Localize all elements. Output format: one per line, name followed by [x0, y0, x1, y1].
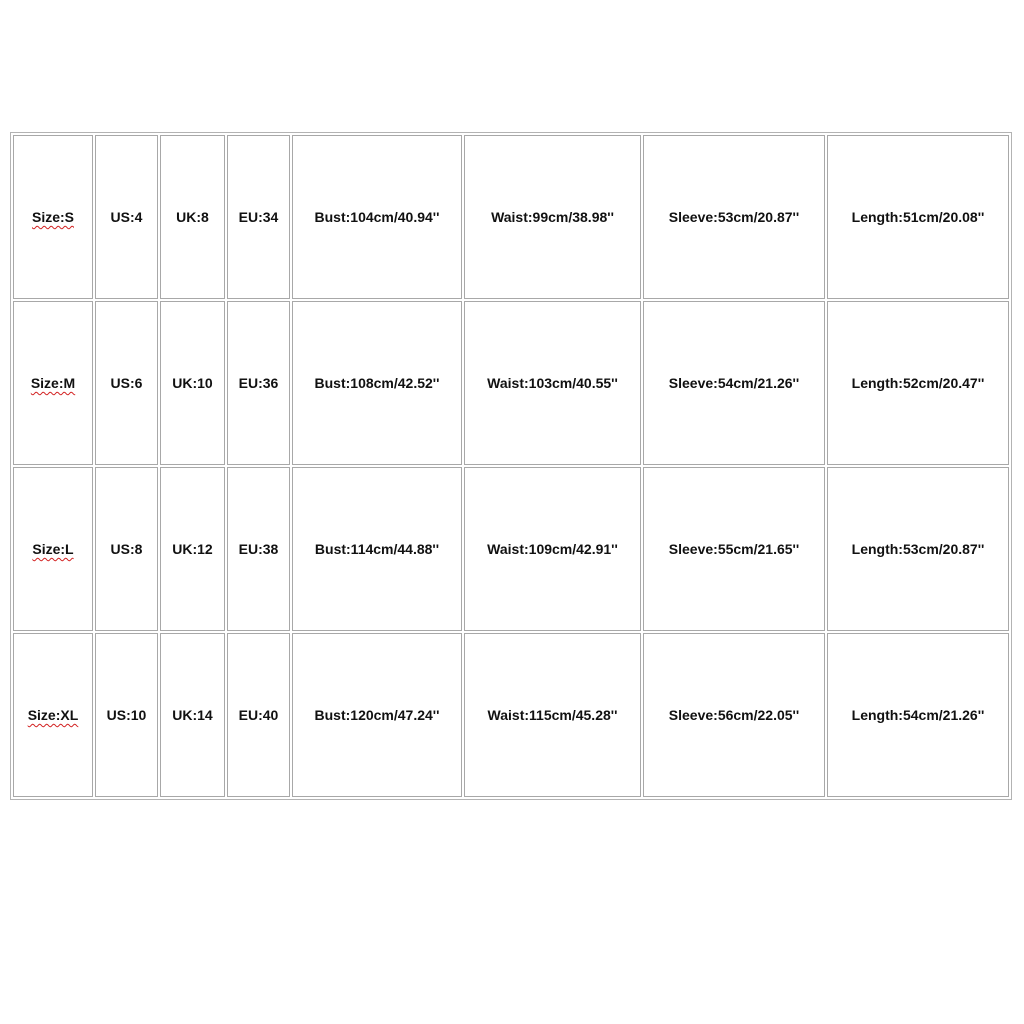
eu-size-cell: EU:40: [227, 633, 290, 797]
length-cell: Length:53cm/20.87'': [827, 467, 1009, 631]
length-cell: Length:54cm/21.26'': [827, 633, 1009, 797]
size-label: Size:L: [32, 541, 74, 557]
us-size-cell: US:4: [95, 135, 158, 299]
uk-size-cell: UK:12: [160, 467, 225, 631]
waist-cell: Waist:115cm/45.28'': [464, 633, 641, 797]
waist-cell: Waist:103cm/40.55'': [464, 301, 641, 465]
us-size-cell: US:8: [95, 467, 158, 631]
bust-cell: Bust:104cm/40.94'': [292, 135, 462, 299]
eu-size-cell: EU:34: [227, 135, 290, 299]
waist-cell: Waist:99cm/38.98'': [464, 135, 641, 299]
bust-cell: Bust:108cm/42.52'': [292, 301, 462, 465]
size-label: Size:M: [30, 375, 76, 391]
uk-size-cell: UK:10: [160, 301, 225, 465]
uk-size-cell: UK:8: [160, 135, 225, 299]
bust-cell: Bust:120cm/47.24'': [292, 633, 462, 797]
sleeve-cell: Sleeve:54cm/21.26'': [643, 301, 825, 465]
size-cell: [13, 633, 93, 797]
us-size-cell: US:10: [95, 633, 158, 797]
uk-size-cell: UK:14: [160, 633, 225, 797]
length-cell: Length:51cm/20.08'': [827, 135, 1009, 299]
table-row: [13, 301, 1009, 465]
size-cell: [13, 467, 93, 631]
sleeve-cell: Sleeve:55cm/21.65'': [643, 467, 825, 631]
eu-size-cell: EU:36: [227, 301, 290, 465]
table-row: [13, 467, 1009, 631]
table-row: [13, 633, 1009, 797]
size-cell: [13, 301, 93, 465]
sleeve-cell: Sleeve:53cm/20.87'': [643, 135, 825, 299]
size-label: Size:S: [31, 209, 74, 225]
size-label: Size:XL: [27, 707, 79, 723]
eu-size-cell: EU:38: [227, 467, 290, 631]
sleeve-cell: Sleeve:56cm/22.05'': [643, 633, 825, 797]
bust-cell: Bust:114cm/44.88'': [292, 467, 462, 631]
length-cell: Length:52cm/20.47'': [827, 301, 1009, 465]
size-cell: [13, 135, 93, 299]
size-chart-table: [10, 132, 1012, 800]
waist-cell: Waist:109cm/42.91'': [464, 467, 641, 631]
us-size-cell: US:6: [95, 301, 158, 465]
table-row: [13, 135, 1009, 299]
